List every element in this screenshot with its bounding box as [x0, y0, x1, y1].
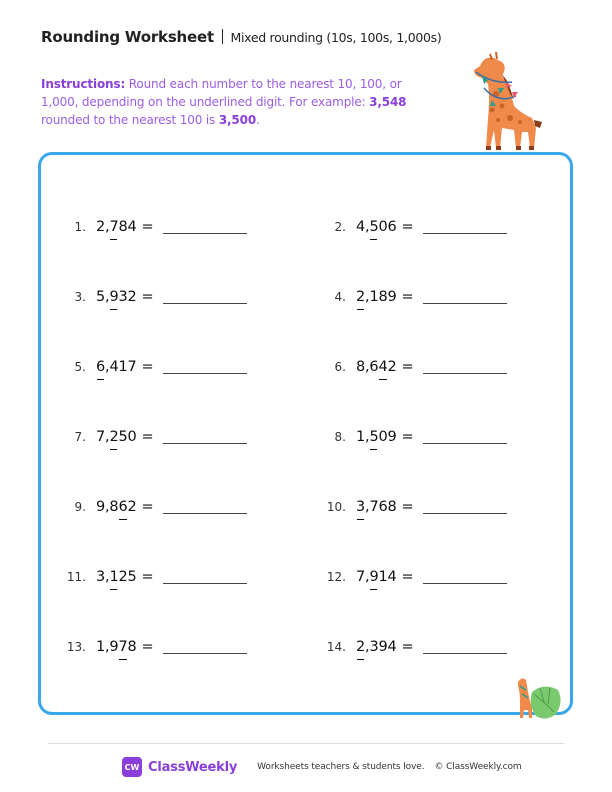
- underlined-digit: 5: [369, 429, 379, 445]
- footer-divider: [48, 743, 564, 744]
- problem-item: [322, 566, 507, 590]
- equals-sign: =: [141, 219, 154, 235]
- answer-blank[interactable]: [163, 359, 247, 374]
- digits: 14: [378, 569, 397, 585]
- answer-blank[interactable]: [163, 429, 247, 444]
- equals-sign: =: [401, 359, 414, 375]
- instructions: [41, 75, 441, 129]
- digits: 7,: [356, 569, 370, 585]
- problem-item: [322, 286, 507, 310]
- equals-sign: =: [401, 289, 414, 305]
- problem-item: [322, 356, 507, 380]
- underlined-digit: 7: [118, 639, 128, 655]
- problem-item: [322, 426, 507, 450]
- digits: 8: [127, 639, 137, 655]
- underlined-digit: 2: [356, 289, 366, 305]
- footer: [122, 757, 522, 777]
- problem-value: [96, 289, 137, 305]
- digits: 3,: [96, 569, 110, 585]
- giraffe-illustration-icon: [462, 48, 544, 152]
- equals-sign: =: [401, 569, 414, 585]
- answer-blank[interactable]: [423, 429, 507, 444]
- digits: 50: [118, 429, 137, 445]
- equals-sign: =: [401, 499, 414, 515]
- problem-item: [62, 496, 247, 520]
- footer-tagline: Worksheets teachers & students love.: [257, 762, 425, 772]
- underlined-digit: 3: [356, 499, 366, 515]
- problem-item: [62, 566, 247, 590]
- digits: 2: [127, 499, 137, 515]
- problem-number: 7.: [74, 430, 86, 444]
- answer-blank[interactable]: [423, 569, 507, 584]
- equals-sign: =: [141, 289, 154, 305]
- problem-item: [62, 426, 247, 450]
- problem-value: [96, 359, 137, 375]
- problem-value: [356, 639, 397, 655]
- digits: ,768: [365, 499, 397, 515]
- problem-item: [322, 636, 507, 660]
- answer-blank[interactable]: [163, 569, 247, 584]
- digits: ,394: [365, 639, 397, 655]
- digits: 32: [118, 289, 137, 305]
- digits: 5,: [96, 289, 110, 305]
- classweekly-logo-icon: CW: [122, 757, 142, 777]
- answer-blank[interactable]: [423, 639, 507, 654]
- digits: 84: [118, 219, 137, 235]
- underlined-digit: 2: [356, 639, 366, 655]
- digits: 2: [387, 359, 397, 375]
- problem-value: [356, 289, 397, 305]
- example-number: 3,548: [369, 95, 407, 109]
- problem-item: [322, 496, 507, 520]
- underlined-digit: 5: [369, 219, 379, 235]
- answer-blank[interactable]: [163, 289, 247, 304]
- giraffe-leaf-illustration-icon: [510, 672, 565, 722]
- digits: 1,9: [96, 639, 119, 655]
- equals-sign: =: [141, 499, 154, 515]
- problem-value: [96, 429, 137, 445]
- underlined-digit: 2: [109, 429, 119, 445]
- underlined-digit: 1: [109, 569, 119, 585]
- problem-value: [356, 219, 397, 235]
- worksheet-subtitle: Mixed rounding (10s, 100s, 1,000s): [230, 30, 442, 45]
- problem-number: 10.: [326, 500, 346, 514]
- underlined-digit: 6: [118, 499, 128, 515]
- problem-value: [356, 359, 397, 375]
- instructions-label: Instructions:: [41, 77, 126, 91]
- problem-number: 3.: [74, 290, 86, 304]
- problem-value: [96, 219, 137, 235]
- problem-item: [62, 216, 247, 240]
- example-answer: 3,500: [218, 113, 257, 127]
- answer-blank[interactable]: [163, 499, 247, 514]
- digits: ,417: [105, 359, 137, 375]
- underlined-digit: 9: [369, 569, 379, 585]
- problem-value: [356, 429, 397, 445]
- problem-number: 8.: [334, 430, 346, 444]
- digits: 25: [118, 569, 137, 585]
- underlined-digit: 9: [109, 289, 119, 305]
- digits: 8,6: [356, 359, 379, 375]
- instructions-text: Round each number to the nearest 10, 100, or 1,000, depending on the underlined digit. For example:: [41, 77, 402, 109]
- digits: 9,8: [96, 499, 119, 515]
- answer-blank[interactable]: [423, 219, 507, 234]
- problem-item: [62, 636, 247, 660]
- equals-sign: =: [141, 569, 154, 585]
- equals-sign: =: [141, 359, 154, 375]
- equals-sign: =: [141, 429, 154, 445]
- problem-item: [322, 216, 507, 240]
- problem-value: [356, 569, 397, 585]
- answer-blank[interactable]: [163, 219, 247, 234]
- instructions-text: .: [256, 113, 260, 127]
- underlined-digit: 6: [96, 359, 106, 375]
- problem-value: [96, 639, 137, 655]
- digits: ,189: [365, 289, 397, 305]
- instructions-text: rounded to the nearest 100 is: [41, 113, 219, 127]
- brand-name: ClassWeekly: [148, 759, 238, 775]
- equals-sign: =: [401, 219, 414, 235]
- title-divider: [222, 29, 224, 44]
- problem-number: 11.: [66, 570, 86, 584]
- problem-number: 14.: [326, 640, 346, 654]
- equals-sign: =: [141, 639, 154, 655]
- footer-copyright: © ClassWeekly.com: [434, 762, 522, 772]
- answer-blank[interactable]: [163, 639, 247, 654]
- problem-number: 2.: [334, 220, 346, 234]
- problem-number: 4.: [334, 290, 346, 304]
- problem-value: [96, 499, 137, 515]
- digits: 7,: [96, 429, 110, 445]
- problem-number: 6.: [334, 360, 346, 374]
- worksheet-title: Rounding Worksheet: [41, 28, 214, 46]
- equals-sign: =: [401, 429, 414, 445]
- equals-sign: =: [401, 639, 414, 655]
- digits: 4,: [356, 219, 370, 235]
- answer-blank[interactable]: [423, 499, 507, 514]
- problem-item: [62, 356, 247, 380]
- digits: 1,: [356, 429, 370, 445]
- problem-number: 1.: [74, 220, 86, 234]
- problem-item: [62, 286, 247, 310]
- problem-number: 12.: [326, 570, 346, 584]
- digits: 2,: [96, 219, 110, 235]
- digits: 06: [378, 219, 397, 235]
- problem-number: 9.: [74, 500, 86, 514]
- digits: 09: [378, 429, 397, 445]
- answer-blank[interactable]: [423, 289, 507, 304]
- problem-number: 5.: [74, 360, 86, 374]
- underlined-digit: 7: [109, 219, 119, 235]
- underlined-digit: 4: [378, 359, 388, 375]
- problem-number: 13.: [66, 640, 86, 654]
- problem-value: [356, 499, 397, 515]
- answer-blank[interactable]: [423, 359, 507, 374]
- worksheet-header: [41, 27, 441, 46]
- problem-value: [96, 569, 137, 585]
